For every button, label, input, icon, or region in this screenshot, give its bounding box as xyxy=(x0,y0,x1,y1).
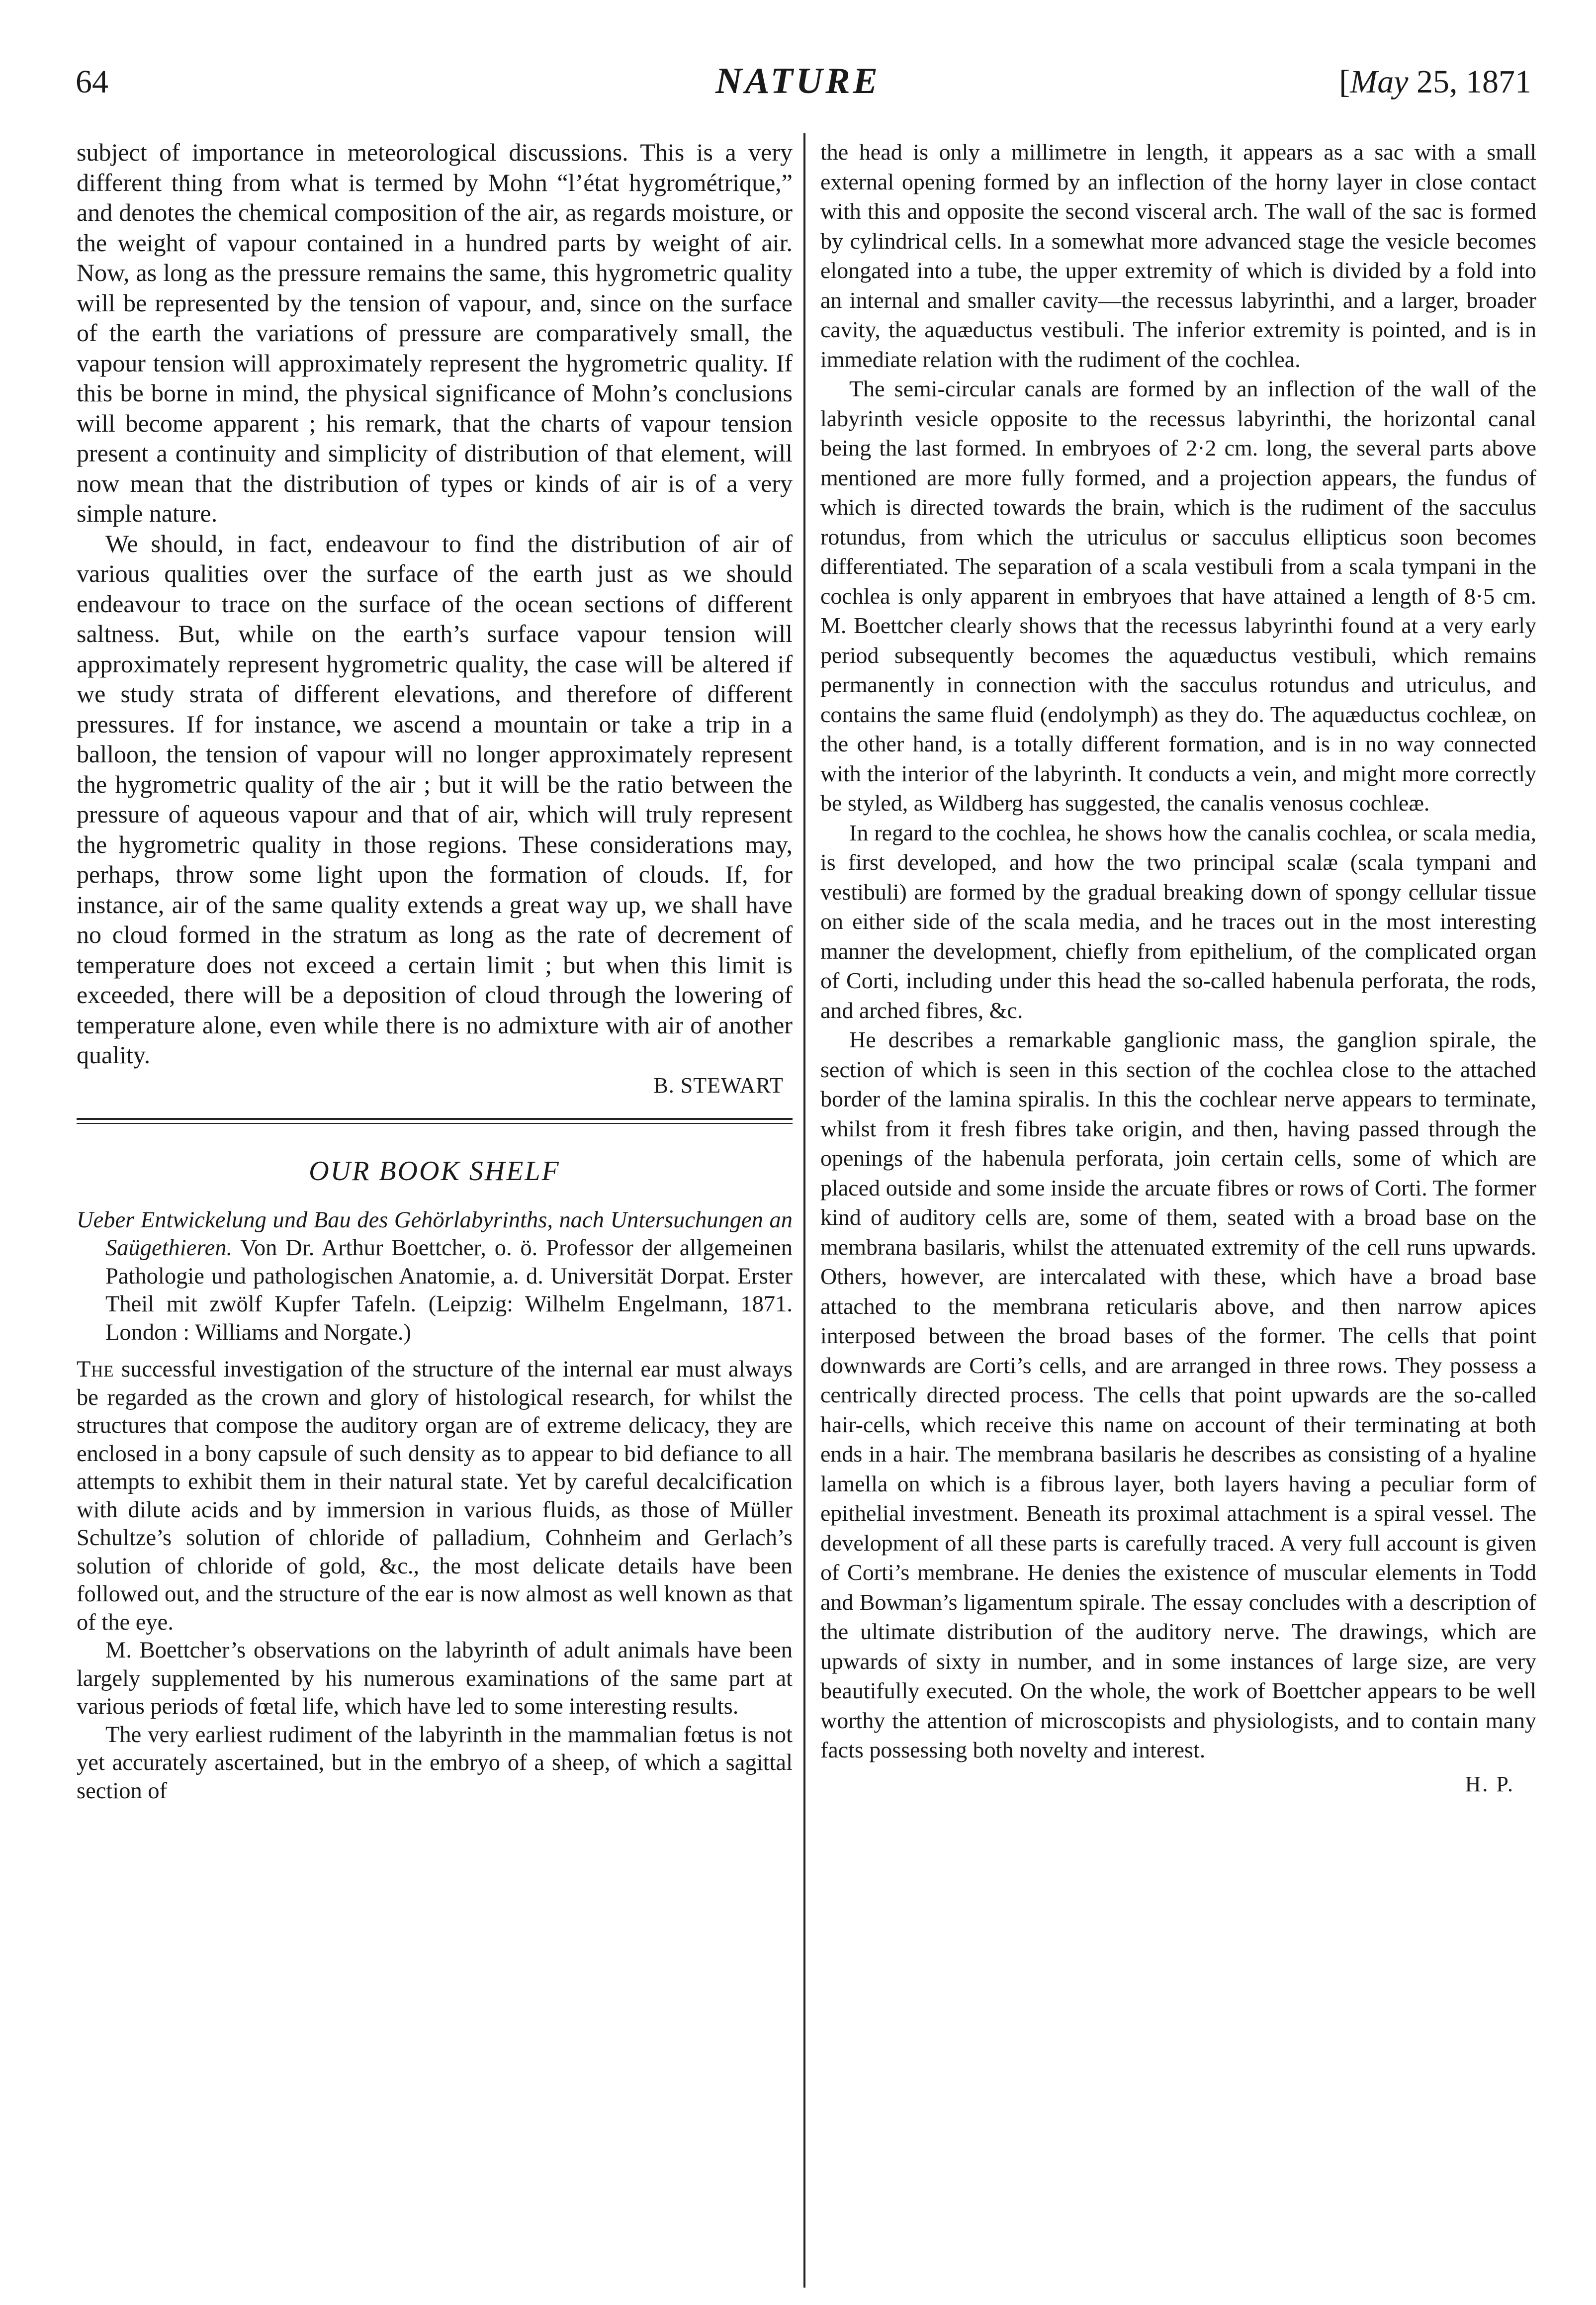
review-lead-word: The xyxy=(77,1357,114,1382)
article-signature: B. STEWART xyxy=(653,1073,784,1098)
page-number: 64 xyxy=(76,64,108,100)
book-reference xyxy=(77,1206,793,1347)
review-paragraph-1-text: successful investigation of the structure of the internal ear must always be regarded as the crown and glory of histological research, for whilst the structures that compose the auditory organ are of extreme delicacy, they are enclosed in a bony capsule of such density as to appear to bid defiance to all attempts to exhibit them in their natural state. Yet by careful decalcification with dilute acids and by immersion in various fluids, as those of Müller Schultze’s solution of chloride of palladium, Cohnheim and Gerlach’s solution of chloride of gold, &c., the most delicate details have been followed out, and the structure of the ear is now almost as well known as that of the eye. xyxy=(77,1357,793,1635)
book-details: Von Dr. Arthur Boettcher, o. ö. Professor der allgemeinen Pathologie und pathologischen Anatomie, a. d. Universität Dorpat. Erster Theil mit zwölf Kupfer Tafeln. (Leipzig: Wilhelm Engelmann, 1871. London : Williams and Norgate.) xyxy=(105,1235,793,1345)
book-title: Ueber Entwickelung und Bau des Gehörlabyrinths, nach Untersuchungen an Saügethieren. xyxy=(77,1207,793,1261)
date-bracket: [ xyxy=(1339,64,1350,100)
section-divider xyxy=(77,1118,793,1127)
divider-thick-line xyxy=(77,1118,793,1120)
article-paragraph-1: subject of importance in meteorological discussions. This is a very different thing from what is termed by Mohn “l’état hygrométrique,” and denotes the chemical composition of the air, as regards moisture, or the weight of vapour contained in a hundred parts by weight of air. Now, as long as the pressure remains the same, this hygrometric quality will be represented by the tension of vapour, and, since on the surface of the earth the variations of pressure are comparatively small, the vapour tension will approximately represent the hygrometric quality. If this be borne in mind, the physical significance of Mohn’s conclusions will become apparent ; his remark, that the charts of vapour tension present a continuity and simplicity of distribution of that element, will now mean that the distribution of types or kinds of air is of a very simple nature. xyxy=(77,138,793,527)
date-rest: 25, 1871 xyxy=(1408,64,1531,100)
review-paragraph-6: In regard to the cochlea, he shows how the canalis cochlea, or scala media, is first developed, and how the two principal scalæ (scala tympani and vestibuli) are formed by the gradual breaking down of spongy cellular tissue on either side of the scala media, and he traces out in the most interesting manner the development, chiefly from epithelium, of the complicated organ of Corti, including under this head the so-called habenula perforata, the rods, and arched fibres, &c. xyxy=(820,820,1536,1023)
date-month: May xyxy=(1350,64,1409,100)
article-paragraph-2: We should, in fact, endeavour to find the distribution of air of various qualities over the surface of the earth just as we should endeavour to trace on the surface of the ocean sections of different saltness. But, while on the earth’s surface vapour tension will approximately represent hygrometric quality, the case will be altered if we study strata of different elevations, and therefore of different pressures. If for instance, we ascend a mountain or take a trip in a balloon, the tension of vapour will no longer approximately represent the hygrometric quality of the air ; but it will be the ratio between the pressure of aqueous vapour and that of air, which will truly represent the hygrometric quality in those regions. These considerations may, perhaps, throw some light upon the formation of clouds. If, for instance, air of the same quality extends a great way up, we shall have no cloud formed in the stratum as long as the rate of decrement of temperature does not exceed a certain limit ; but when this limit is exceeded, there will be a deposition of cloud through the lowering of temperature alone, even while there is no admixture with air of another quality. xyxy=(77,529,793,1069)
review-paragraph-1 xyxy=(77,1356,793,1637)
review-paragraph-3: The very earliest rudiment of the labyrinth in the mammalian fœtus is not yet accurately ascertained, but in the embryo of a sheep, of which a sagittal section of xyxy=(77,1722,793,1804)
review-paragraph-4: the head is only a millimetre in length, it appears as a sac with a small external opening formed by an inflection of the horny layer in close contact with this and opposite the second visceral arch. The wall of the sac is formed by cylindrical cells. In a somewhat more advanced stage the vesicle becomes elongated into a tube, the upper extremity of which is divided by a fold into an internal and smaller cavity—the recessus labyrinthi, and a larger, broader cavity, the aquæductus vestibuli. The inferior extremity is pointed, and is in immediate relation with the rudiment of the cochlea. xyxy=(820,139,1536,372)
divider-thin-line xyxy=(77,1123,793,1124)
review-paragraph-2: M. Boettcher’s observations on the labyrinth of adult animals have been largely supplemented by his numerous examinations of the same part at various periods of fœtal life, which have led to some interesting results. xyxy=(77,1638,793,1719)
column-divider xyxy=(803,133,805,2288)
review-paragraph-5: The semi-circular canals are formed by an inflection of the wall of the labyrinth vesicle opposite to the recessus labyrinthi, the horizontal canal being the last formed. In embryoes of 2·2 cm. long, the several parts above mentioned are more fully formed, and a projection appears, the fundus of which is directed towards the brain, which is the rudiment of the sacculus rotundus, from which the utriculus or sacculus ellipticus soon becomes differentiated. The separation of a scala vestibuli from a scala tympani in the cochlea is only apparent in embryoes that have attained a length of 8·5 cm. M. Boettcher clearly shows that the recessus labyrinthi found at a very early period subsequently becomes the aquæductus vestibuli, which remains permanently in connection with the sacculus rotundus and utriculus, and contains the same fluid (endolymph) as they do. The aquæductus cochleæ, on the other hand, is a totally different formation, and is in no way connected with the interior of the labyrinth. It conducts a vein, and might more correctly be styled, as Wildberg has suggested, the canalis venosus cochleæ. xyxy=(820,376,1536,816)
review-paragraph-7: He describes a remarkable ganglionic mass, the ganglion spirale, the section of which is seen in this section of the cochlea close to the attached border of the lamina spiralis. In this the cochlear nerve appears to terminate, whilst from it fresh fibres take origin, and then, having passed through the openings of the habenula perforata, join certain cells, some of which are placed outside and some inside the arcuate fibres or rows of Corti. The former kind of auditory cells are, some of them, seated with a broad base on the membrana basilaris, whilst the attenuated extremity of the cell runs upwards. Others, however, are intercalated with these, which have a broad base attached to the membrana reticularis above, and then narrow apices interposed between the broad bases of the former. The cells that point downwards are Corti’s cells, and are arranged in three rows. They possess a centrically directed process. The cells that point upwards are the so-called hair-cells, which receive this name on account of their terminating at both ends in a hair. The membrana basilaris he describes as consisting of a hyaline lamella on which is a fibrous layer, both layers having a peculiar form of epithelial investment. Beneath its proximal attachment is a spiral vessel. The development of all these parts is carefully traced. A very full account is given of Corti’s membrane. He denies the existence of muscular elements in Todd and Bowman’s ligamentum spirale. The essay concludes with a description of the ultimate distribution of the auditory nerve. The drawings, which are upwards of sixty in number, and in some instances of large size, are very beautifully executed. On the whole, the work of Boettcher appears to be well worthy the attention of microscopists and physiologists, and to contain many facts possessing both novelty and interest. xyxy=(820,1027,1536,1762)
journal-title: NATURE xyxy=(715,61,881,101)
section-heading: OUR BOOK SHELF xyxy=(309,1155,560,1187)
review-signature: H. P. xyxy=(1465,1771,1514,1796)
issue-date xyxy=(1339,66,1531,98)
left-column xyxy=(77,137,793,1805)
right-column xyxy=(820,137,1536,1800)
